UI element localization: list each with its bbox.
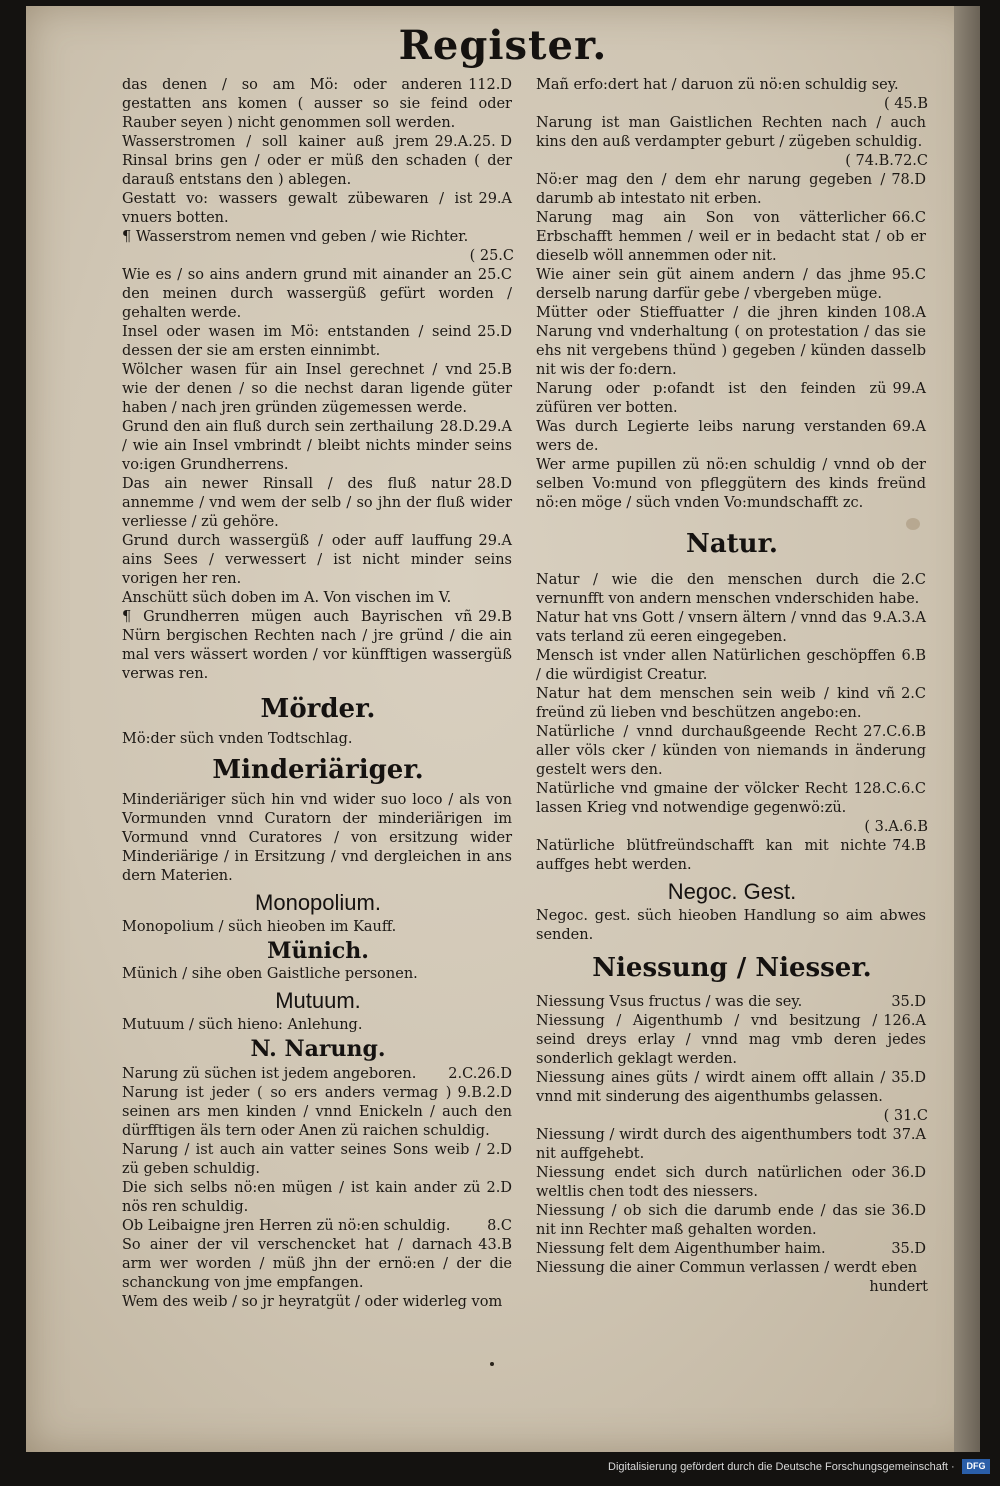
entry-text: ¶ Grundherren mügen auch Bayrischen vñ Nürn bergischen Rechten nach / jre gründ / die ain mal vers wässert worden / vor künfftigen wassergüß verwas ren.	[122, 609, 512, 682]
register-entry	[122, 730, 514, 749]
entry-carryover-reference: ( 25.C	[469, 248, 514, 264]
register-entry	[122, 133, 514, 190]
entry-text: Narung ist jeder ( so ers anders vermag ) seinen ars men kinden / vnnd Enickeln / auch den dürfftigen äls tern oder Anen zü raichen schuldig.	[122, 1085, 512, 1139]
register-entry	[122, 1065, 514, 1084]
page-title: Register.	[398, 22, 608, 69]
entry-group-negoc	[536, 907, 928, 945]
entry-page-reference: 29.A	[478, 191, 512, 207]
entry-page-reference: 99.A	[892, 381, 926, 397]
entry-text: Narung / ist auch ain vatter seines Sons weib / zü geben schuldig.	[122, 1142, 481, 1177]
entry-text: Wem des weib / so jr heyratgüt / oder widerleg vom	[122, 1294, 503, 1310]
register-entry	[122, 1084, 514, 1141]
entry-page-reference: 35.D	[891, 1241, 926, 1257]
register-entry	[536, 907, 928, 945]
section-heading-narung: N. Narung.	[250, 1036, 386, 1062]
entry-page-reference: 2.C	[901, 686, 926, 702]
entry-text: Monopolium / süch hieoben im Kauff.	[122, 919, 397, 935]
entry-text: Niessung die ainer Commun verlassen / werdt eben	[536, 1260, 918, 1276]
register-entry	[122, 1016, 514, 1035]
entry-page-reference: 27.C.6.B	[863, 724, 926, 740]
entry-text: Niessung / ob sich die darumb ende / das sie nit inn Rechter maß gehalten worden.	[536, 1203, 886, 1238]
entry-text: Minderiäriger süch hin vnd wider suo loco / als von Vormunden vnnd Curatorn der minderiärigen im Vormund vnnd Curatores / von ersitzung wider Minderiärige / in Ersitzung / vnd dergleichen in ans dern Materien.	[122, 792, 512, 884]
register-entry	[536, 1259, 928, 1278]
entry-text: Wie ainer sein güt ainem andern / das jhme derselb narung darfür gebe / vbergeben müge.	[536, 267, 886, 302]
entry-page-reference: 2.D	[486, 1180, 512, 1196]
entry-text: Wer arme pupillen zü nö:en schuldig / vnnd ob der selben Vo:mund von pfleggütern des kinds freünd nö:en möge / süch vnden Vo:mundschafft zc.	[536, 457, 926, 511]
entry-group-natur	[536, 571, 928, 875]
entry-page-reference: 25.B	[478, 362, 512, 378]
entry-carryover-reference: ( 3.A.6.B	[864, 819, 928, 835]
section-heading-niessung: Niessung / Niesser.	[592, 953, 872, 983]
register-entry	[122, 361, 514, 418]
entry-text: Mütter oder Stieffuatter / die jhren kinden Narung vnd vnderhaltung ( on protestation / das sie ehs nit vergebens thünd ) gegeben / künden dasselb nit wis der fo:dern.	[536, 305, 926, 378]
register-entry	[122, 918, 514, 937]
entry-page-reference: 43.B	[478, 1237, 512, 1253]
entry-text: Münich / sihe oben Gaistliche personen.	[122, 966, 418, 982]
register-entry	[122, 791, 514, 886]
entry-text: Mutuum / süch hieno: Anlehung.	[122, 1017, 363, 1033]
entry-text: Wölcher wasen für ain Insel gerechnet / vnd wie der denen / so die nechst daran ligende güter haben / nach jren gründen zügemessen werde.	[122, 362, 512, 416]
entry-text: ¶ Wasserstrom nemen vnd geben / wie Richter.	[122, 229, 469, 245]
register-entry	[122, 1141, 514, 1179]
section-heading-natur: Natur.	[686, 529, 778, 559]
entry-group-muenich	[122, 965, 514, 984]
register-entry	[536, 571, 928, 609]
section-heading-muenich: Münich.	[267, 938, 369, 964]
entry-page-reference: 29.A	[478, 533, 512, 549]
entry-text: Niessung / Aigenthumb / vnd besitzung / seind dreys erlay / vnnd mag vmb deren jedes sonderlich geklagt werden.	[536, 1013, 926, 1067]
register-entry	[122, 190, 514, 228]
section-heading-negoc-gest: Negoc. Gest.	[667, 879, 797, 904]
register-entry	[122, 608, 514, 684]
page-spine-edge	[954, 6, 980, 1452]
entry-page-reference: 78.D	[891, 172, 926, 188]
dfg-logo: DFG	[962, 1459, 990, 1474]
section-heading-mutuum: Mutuum.	[275, 988, 361, 1013]
register-entry	[536, 114, 928, 152]
register-entry	[122, 418, 514, 475]
entry-text: Mö:der süch vnden Todtschlag.	[122, 731, 353, 747]
section-heading-minderiaeriger: Minderiäriger.	[212, 755, 424, 785]
register-entry	[536, 1069, 928, 1107]
register-entry	[122, 1217, 514, 1236]
register-entry	[536, 209, 928, 266]
register-entry	[536, 171, 928, 209]
register-entry	[536, 418, 928, 456]
entry-page-reference: 25.D	[477, 324, 512, 340]
register-entry	[536, 723, 928, 780]
entry-page-reference: 108.A	[883, 305, 926, 321]
entry-page-reference: 29.B	[478, 609, 512, 625]
entry-text: Natürliche vnd gmaine der völcker Recht lassen Krieg vnd notwendige gegenwö:zü.	[536, 781, 848, 816]
register-entry	[536, 266, 928, 304]
register-entry	[122, 965, 514, 984]
entry-text: Insel oder wasen im Mö: entstanden / seind dessen der sie am ersten einnimbt.	[122, 324, 472, 359]
entry-text: Grund durch wassergüß / oder auff lauffung ains Sees / verwessert / ist nicht minder seins vorigen her ren.	[122, 533, 512, 587]
register-entry	[536, 1012, 928, 1069]
entry-text: Niessung felt dem Aigenthumber haim.	[536, 1241, 826, 1257]
entry-text: So ainer der vil verschencket hat / darnach arm wer worden / müß jhn der ernö:en / der die schanckung von jme empfangen.	[122, 1237, 512, 1291]
entry-text: Niessung / wirdt durch des aigenthumbers todt nit auffgehebt.	[536, 1127, 887, 1162]
entry-page-reference: 6.B	[901, 648, 926, 664]
register-entry	[122, 1179, 514, 1217]
entry-text: Natürliche blütfreündschafft kan mit nichte auffges hebt werden.	[536, 838, 887, 873]
section-heading-moerder: Mörder.	[260, 694, 376, 724]
entry-group-narung	[122, 1065, 514, 1312]
register-entry	[536, 993, 928, 1012]
entry-text: Negoc. gest. süch hieoben Handlung so aim abwes senden.	[536, 908, 926, 943]
entry-text: Narung oder p:ofandt ist den feinden zü züfüren ver botten.	[536, 381, 887, 416]
left-column	[122, 76, 514, 1312]
register-entry	[122, 1293, 514, 1312]
register-entry	[122, 1236, 514, 1293]
entry-carryover-reference: ( 31.C	[883, 1108, 928, 1124]
entry-page-reference: 37.A	[892, 1127, 926, 1143]
entry-text: Wasserstromen / soll kainer auß jrem Rinsal brins gen / oder er müß den schaden ( der darauß entstans den ) ablegen.	[122, 134, 512, 188]
register-entry	[122, 475, 514, 532]
register-entry	[122, 266, 514, 323]
entry-group-mutuum	[122, 1016, 514, 1035]
register-entry	[122, 589, 514, 608]
entry-text: Natürliche / vnnd durchaußgeende Recht aller völs cker / künden von niemands in änderung gestelt wers den.	[536, 724, 926, 778]
entry-group-moerder	[122, 730, 514, 749]
register-entry	[536, 456, 928, 513]
entry-page-reference: 2.C	[901, 572, 926, 588]
entry-text: Grund den ain fluß durch sein zerthailung / wie ain Insel vmbrindt / bleibt nichts minder seins vo:igen Grundherrens.	[122, 419, 512, 473]
entry-text: Narung ist man Gaistlichen Rechten nach / auch kins den auß verdampter geburt / zügeben schuldig.	[536, 115, 926, 150]
entry-page-reference: 66.C	[891, 210, 926, 226]
entry-page-reference: 35.D	[891, 1070, 926, 1086]
register-entry	[536, 685, 928, 723]
entry-page-reference: 2.D	[486, 1142, 512, 1158]
register-entry	[536, 1202, 928, 1240]
register-entry	[536, 76, 928, 95]
entry-text: Narung zü süchen ist jedem angeboren.	[122, 1066, 417, 1082]
entry-page-reference: 35.D	[891, 994, 926, 1010]
register-entry	[536, 1126, 928, 1164]
register-entry	[536, 647, 928, 685]
book-page	[26, 6, 980, 1452]
entry-group-narung-continued	[536, 76, 928, 513]
entry-text: Natur hat dem menschen sein weib / kind vñ freünd zü lieben vnd beschützen angebo:en.	[536, 686, 896, 721]
register-entry	[536, 1164, 928, 1202]
entry-text: Mensch ist vnder allen Natürlichen geschöpffen / die würdigist Creatur.	[536, 648, 896, 683]
register-entry	[122, 532, 514, 589]
register-entry	[536, 609, 928, 647]
entry-page-reference: 2.C.26.D	[448, 1066, 512, 1082]
register-entry	[122, 323, 514, 361]
entry-text: Anschütt süch doben im A. Von vischen im V.	[122, 590, 452, 606]
entry-text: Nö:er mag den / dem ehr narung gegeben / darumb ab intestato nit erben.	[536, 172, 886, 207]
entry-page-reference: 9.A.3.A	[872, 610, 926, 626]
entry-page-reference: 112.D	[468, 77, 512, 93]
entry-page-reference: 29.A.25. D	[434, 134, 512, 150]
entry-page-reference: 74.B	[892, 838, 926, 854]
entry-page-reference: 95.C	[891, 267, 926, 283]
register-entry	[536, 837, 928, 875]
entry-text: Ob Leibaigne jren Herren zü nö:en schuldig.	[122, 1218, 451, 1234]
register-entry	[536, 780, 928, 818]
entry-group-niessung	[536, 993, 928, 1278]
entry-text: Niessung endet sich durch natürlichen oder weltlis chen todt des niessers.	[536, 1165, 886, 1200]
entry-text: Natur hat vns Gott / vnsern ältern / vnnd das vats terland zü eeren eingegeben.	[536, 610, 867, 645]
entry-text: Wie es / so ains andern grund mit ainander an den meinen durch wassergüß gefürt worden / gehalten werde.	[122, 267, 512, 321]
entry-text: Die sich selbs nö:en mügen / ist kain ander zü nös ren schuldig.	[122, 1180, 481, 1215]
entry-page-reference: 69.A	[892, 419, 926, 435]
entry-text: Mañ erfo:dert hat / daruon zü nö:en schuldig sey.	[536, 77, 899, 93]
entry-page-reference: 28.D.29.A	[439, 419, 512, 435]
entry-text: Das ain newer Rinsall / des fluß natur annemme / vnd wem der selb / so jhn der fluß wider verliesse / zü gehöre.	[122, 476, 512, 530]
register-entry	[536, 380, 928, 418]
entry-group-minderiaeriger	[122, 791, 514, 886]
entry-text: das denen / so am Mö: oder anderen gestatten ans komen ( ausser so sie feind oder Rauber seyen ) nicht genommen soll werden.	[122, 77, 512, 131]
entry-text: Was durch Legierte leibs narung verstanden wers de.	[536, 419, 887, 454]
section-heading-monopolium: Monopolium.	[255, 890, 381, 915]
entry-page-reference: 36.D	[891, 1165, 926, 1181]
register-entry	[536, 304, 928, 380]
entry-carryover-reference: ( 45.B	[884, 96, 928, 112]
entry-text: Niessung aines güts / wirdt ainem offt allain / vnnd mit sinderung des aigenthumbs gelassen.	[536, 1070, 886, 1105]
entry-page-reference: 28.D	[477, 476, 512, 492]
entry-text: Narung mag ain Son von vätterlicher Erbschafft hemmen / weil er in bedacht stat / ob er dieselb wöll annemmen oder nit.	[536, 210, 926, 264]
entry-page-reference: 36.D	[891, 1203, 926, 1219]
entry-page-reference: 9.B.2.D	[457, 1085, 512, 1101]
entry-page-reference: 128.C.6.C	[853, 781, 926, 797]
entry-text: Natur / wie die den menschen durch die vernunfft von andern menschen vnderschiden habe.	[536, 572, 920, 607]
ink-dot	[490, 1362, 494, 1366]
entry-page-reference: 25.C	[477, 267, 512, 283]
entry-text: Gestatt vo: wassers gewalt zübewaren / ist vnuers botten.	[122, 191, 473, 226]
register-entry	[122, 76, 514, 133]
register-entry	[122, 228, 514, 247]
entry-carryover-reference: ( 74.B.72.C	[845, 153, 928, 169]
entry-group-wasser	[122, 76, 514, 684]
dfg-credit-line: Digitalisierung gefördert durch die Deutsche Forschungsgemeinschaft ·	[608, 1461, 955, 1473]
entry-group-monopolium	[122, 918, 514, 937]
entry-text: Niessung Vsus fructus / was die sey.	[536, 994, 803, 1010]
entry-page-reference: 8.C	[487, 1218, 512, 1234]
catchword: hundert	[869, 1279, 928, 1295]
entry-page-reference: 126.A	[883, 1013, 926, 1029]
register-entry	[536, 1240, 928, 1259]
right-column	[536, 76, 928, 1297]
